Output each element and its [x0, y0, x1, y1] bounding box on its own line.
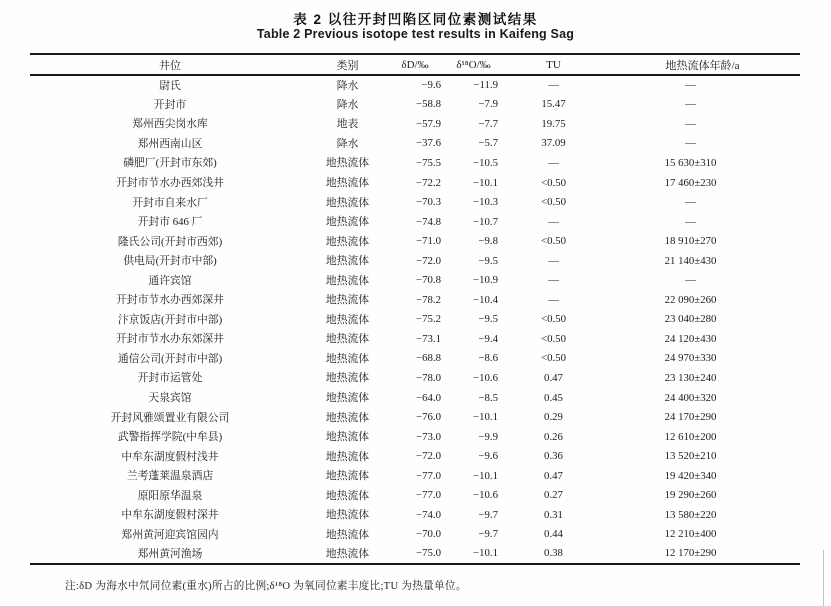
- table-row: [30, 466, 800, 486]
- table-cell: 0.26: [544, 430, 563, 443]
- table-cell: <0.50: [541, 352, 566, 365]
- table-cell: −9.8: [478, 235, 498, 248]
- table-cell: 19 420±340: [664, 469, 717, 482]
- table-cell: 19.75: [541, 117, 566, 130]
- table-cell: −75.5: [416, 156, 441, 169]
- table-row: [30, 407, 800, 427]
- table-cell: −75.0: [416, 547, 441, 560]
- table-row: [30, 505, 800, 525]
- table-cell: —: [685, 117, 696, 130]
- table-cell: −77.0: [416, 489, 441, 502]
- table-cell: 原阳原华温泉: [137, 489, 203, 502]
- table-cell: 地热流体: [325, 255, 370, 268]
- isotope-results-table: [30, 53, 800, 565]
- table-row: [30, 114, 800, 134]
- table-cell: −10.3: [473, 196, 498, 209]
- table-cell: −5.7: [478, 137, 498, 150]
- table-cell: 22 090±260: [664, 293, 717, 306]
- table-cell: 地热流体: [325, 216, 370, 229]
- table-row: [30, 212, 800, 232]
- table-cell: 地热流体: [325, 294, 370, 307]
- table-cell: 开封市节水办西郊浅井: [116, 177, 224, 189]
- table-cell: 19 290±260: [664, 489, 717, 502]
- table-cell: −7.9: [478, 98, 498, 111]
- table-cell: −8.6: [478, 352, 498, 365]
- table-cell: —: [548, 274, 559, 287]
- table-cell: −10.9: [473, 274, 498, 287]
- table-cell: −73.0: [416, 430, 441, 443]
- table-body: [30, 75, 800, 564]
- table-cell: 0.27: [544, 489, 563, 502]
- table-cell: 24 970±330: [664, 352, 717, 365]
- table-cell: 13 580±220: [664, 508, 717, 521]
- table-cell: 降水: [336, 79, 359, 92]
- table-cell: <0.50: [541, 176, 566, 189]
- table-cell: 0.47: [544, 469, 563, 482]
- table-title-zh: 表 2 以往开封凹陷区同位素测试结果: [293, 12, 538, 27]
- table-cell: −70.0: [416, 528, 441, 541]
- table-cell: −10.5: [473, 156, 498, 169]
- table-cell: —: [685, 274, 696, 287]
- table-cell: 24 120±430: [664, 332, 717, 345]
- table-cell: 12 210±400: [664, 528, 717, 541]
- table-cell: <0.50: [541, 313, 566, 326]
- table-row: [30, 446, 800, 466]
- table-cell: 开封市: [153, 98, 187, 111]
- table-cell: 24 170±290: [664, 411, 717, 424]
- table-row: [30, 95, 800, 115]
- table-cell: −11.9: [473, 79, 498, 92]
- table-cell: <0.50: [541, 332, 566, 345]
- table-cell: −78.2: [416, 293, 441, 306]
- table-cell: 开封市 646 厂: [137, 216, 203, 229]
- table-title-en: Table 2 Previous isotope test results in Kaifeng Sag: [256, 27, 575, 41]
- table-cell: 地表: [336, 118, 359, 131]
- table-cell: 0.29: [544, 411, 563, 424]
- table-cell: 地热流体: [325, 528, 370, 541]
- table-cell: 23 130±240: [664, 371, 717, 384]
- table-cell: −58.8: [416, 98, 441, 111]
- table-cell: 15 630±310: [664, 156, 717, 169]
- table-cell: −74.0: [416, 508, 441, 521]
- table-cell: 中牟东湖度假村浅井: [121, 450, 219, 463]
- table-cell: −10.6: [473, 489, 498, 502]
- table-cell: 24 400±320: [664, 391, 717, 404]
- table-cell: 12 610±200: [664, 430, 717, 443]
- table-cell: <0.50: [541, 196, 566, 209]
- table-cell: 中牟东湖度假村深井: [121, 509, 219, 522]
- table-cell: −75.2: [416, 313, 441, 326]
- column-header-well: 井位: [30, 54, 310, 75]
- table-cell: 17 460±230: [664, 176, 717, 189]
- table-footnote: 注:δD 为海水中氘同位素(重水)所占的比例;δ¹⁸O 为氧同位素丰度比;TU 为热量单位。: [65, 581, 467, 592]
- table-cell: −73.1: [416, 332, 441, 345]
- table-cell: 通信公司(开封市中部): [117, 352, 223, 365]
- table-cell: 开封市节水办东郊深井: [116, 333, 224, 346]
- table-cell: −9.6: [421, 79, 441, 92]
- table-row: [30, 388, 800, 408]
- table-cell: 开封市自来水厂: [132, 196, 208, 209]
- table-cell: 开封市节水办西郊深井: [116, 294, 224, 307]
- table-cell: −9.5: [478, 254, 498, 267]
- table-row: [30, 134, 800, 154]
- table-cell: 地热流体: [325, 177, 370, 189]
- table-cell: 21 140±430: [664, 254, 717, 267]
- table-cell: 开封市运管处: [137, 372, 203, 385]
- table-row: [30, 153, 800, 173]
- table-cell: −72.2: [416, 176, 441, 189]
- table-cell: −9.7: [478, 528, 498, 541]
- table-cell: 郑州西尖岗水库: [132, 118, 208, 131]
- table-cell: 地热流体: [325, 547, 370, 560]
- table-cell: 汴京饭店(开封市中部): [117, 313, 223, 326]
- table-header: [30, 54, 800, 75]
- table-cell: 降水: [336, 98, 359, 111]
- table-cell: −7.7: [478, 117, 498, 130]
- table-row: [30, 525, 800, 545]
- page-edge-right: [823, 550, 824, 607]
- table-cell: −64.0: [416, 391, 441, 404]
- table-row: [30, 251, 800, 271]
- table-cell: 天泉宾馆: [148, 392, 192, 405]
- table-cell: −68.8: [416, 352, 441, 365]
- table-cell: 郑州西南山区: [137, 137, 203, 150]
- table-cell: −9.4: [478, 332, 498, 345]
- table-cell: 0.36: [544, 450, 563, 463]
- table-cell: −77.0: [416, 469, 441, 482]
- table-cell: —: [548, 293, 559, 306]
- table-row: [30, 485, 800, 505]
- table-row: [30, 368, 800, 388]
- table-cell: −78.0: [416, 371, 441, 384]
- table-cell: 供电局(开封市中部): [123, 255, 217, 268]
- table-cell: 15.47: [541, 98, 566, 111]
- table-cell: −8.5: [478, 391, 498, 404]
- table-cell: —: [548, 156, 559, 169]
- table-cell: —: [685, 98, 696, 111]
- table-cell: −9.9: [478, 430, 498, 443]
- table-row: [30, 310, 800, 330]
- column-header-fluid-age: 地热流体年龄/a: [605, 54, 800, 75]
- table-cell: 0.31: [544, 508, 563, 521]
- table-cell: —: [548, 215, 559, 228]
- table-cell: 地热流体: [325, 392, 370, 405]
- table-cell: −57.9: [416, 117, 441, 130]
- table-cell: −74.8: [416, 215, 441, 228]
- table-row: [30, 427, 800, 447]
- table-cell: 地热流体: [325, 470, 370, 483]
- table-cell: −10.7: [473, 215, 498, 228]
- table-cell: 通许宾馆: [148, 274, 192, 287]
- table-cell: 地热流体: [325, 509, 370, 522]
- table-cell: 兰考蓬莱温泉酒店: [126, 470, 214, 483]
- table-cell: 降水: [336, 137, 359, 150]
- table-cell: 地热流体: [325, 411, 370, 424]
- table-cell: −72.0: [416, 450, 441, 463]
- table-cell: −10.1: [473, 176, 498, 189]
- table-cell: 地热流体: [325, 333, 370, 346]
- table-cell: 尉氏: [159, 79, 181, 92]
- table-cell: −71.0: [416, 235, 441, 248]
- table-cell: 13 520±210: [664, 450, 717, 463]
- column-header-TU: TU: [502, 54, 605, 75]
- table-cell: —: [685, 79, 696, 92]
- table-row: [30, 75, 800, 95]
- column-header-category: 类别: [310, 54, 385, 75]
- table-cell: 地热流体: [325, 157, 370, 170]
- table-cell: —: [685, 137, 696, 150]
- table-cell: 磷肥厂(开封市东郊): [123, 157, 217, 170]
- table-row: [30, 173, 800, 193]
- table-cell: −10.1: [473, 547, 498, 560]
- table-cell: 地热流体: [325, 431, 370, 444]
- table-cell: −37.6: [416, 137, 441, 150]
- table-cell: —: [548, 254, 559, 267]
- column-header-delta18O: δ¹⁸O/‰: [445, 54, 502, 75]
- table-cell: −9.6: [478, 450, 498, 463]
- table-cell: 0.45: [544, 391, 563, 404]
- table-cell: 郑州黄河迎宾馆园内: [121, 528, 219, 541]
- table-row: [30, 349, 800, 369]
- table-cell: —: [685, 215, 696, 228]
- table-cell: 武警指挥学院(中牟县): [117, 431, 223, 444]
- table-cell: −10.4: [473, 293, 498, 306]
- table-cell: −10.6: [473, 371, 498, 384]
- table-row: [30, 290, 800, 310]
- table-cell: −9.5: [478, 313, 498, 326]
- table-cell: −70.3: [416, 196, 441, 209]
- table-cell: <0.50: [541, 235, 566, 248]
- table-cell: —: [685, 196, 696, 209]
- table-cell: 地热流体: [325, 450, 370, 463]
- table-cell: −70.8: [416, 274, 441, 287]
- table-cell: 0.47: [544, 371, 563, 384]
- table-row: [30, 329, 800, 349]
- table-cell: 0.44: [544, 528, 563, 541]
- column-header-deltaD: δD/‰: [385, 54, 445, 75]
- table-cell: 地热流体: [325, 235, 370, 248]
- table-cell: −9.7: [478, 508, 498, 521]
- table-cell: 地热流体: [325, 196, 370, 209]
- table-cell: 开封风雅颂置业有限公司: [110, 411, 230, 424]
- table-cell: 地热流体: [325, 313, 370, 326]
- table-cell: —: [548, 79, 559, 92]
- table-row: [30, 270, 800, 290]
- table-cell: 地热流体: [325, 352, 370, 365]
- table-cell: 地热流体: [325, 489, 370, 502]
- table-cell: 地热流体: [325, 372, 370, 385]
- table-cell: −76.0: [416, 411, 441, 424]
- table-cell: −10.1: [473, 469, 498, 482]
- table-cell: 隆氏公司(开封市西郊): [117, 235, 223, 248]
- table-cell: 郑州黄河渔场: [137, 547, 203, 560]
- table-cell: 37.09: [541, 137, 566, 150]
- table-cell: −72.0: [416, 254, 441, 267]
- table-cell: 23 040±280: [664, 313, 717, 326]
- table-cell: 18 910±270: [664, 235, 717, 248]
- table-row: [30, 544, 800, 564]
- table-cell: 0.38: [544, 547, 563, 560]
- table-row: [30, 192, 800, 212]
- table-cell: −10.1: [473, 411, 498, 424]
- table-cell: 地热流体: [325, 274, 370, 287]
- table-cell: 12 170±290: [664, 547, 717, 560]
- table-row: [30, 231, 800, 251]
